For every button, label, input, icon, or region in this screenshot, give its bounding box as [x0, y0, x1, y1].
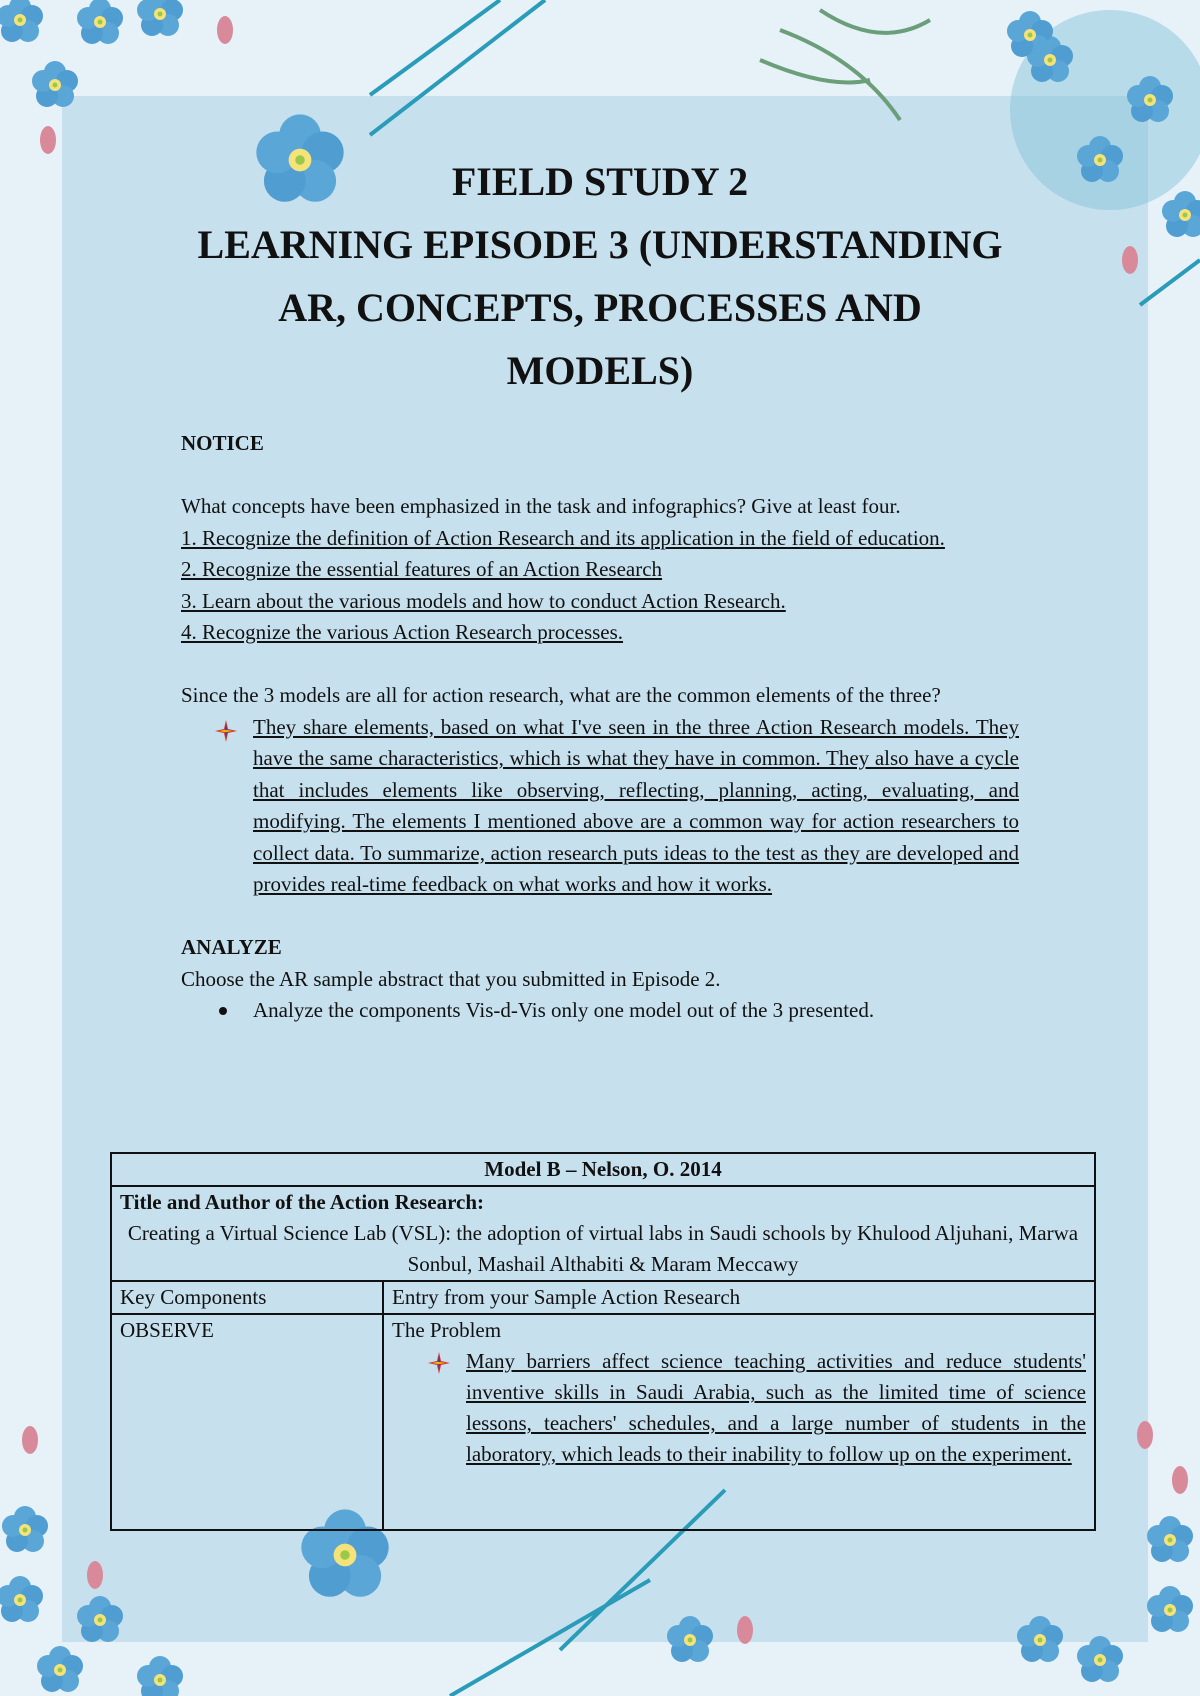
table-header: Model B – Nelson, O. 2014	[111, 1153, 1095, 1186]
bullet-dot-icon	[219, 1007, 227, 1015]
analyze-bullet-text: Analyze the components Vis-d-Vis only one model out of the 3 presented.	[253, 998, 875, 1022]
flower-icon	[137, 1656, 183, 1696]
flower-icon	[77, 0, 123, 44]
question-common-elements: Since the 3 models are all for action research, what are the common elements of the three?	[181, 683, 941, 707]
answer-item: 4. Recognize the various Action Research processes.	[181, 620, 624, 644]
page-title	[150, 150, 1050, 402]
question-concepts: What concepts have been emphasized in the task and infographics? Give at least four.	[181, 494, 901, 518]
answer-item: 1. Recognize the definition of Action Research and its application in the field of education.	[181, 525, 945, 550]
answer-bullet	[181, 712, 1019, 901]
main-content	[181, 428, 1019, 1027]
accent-line	[1140, 260, 1200, 305]
title-line: AR, CONCEPTS, PROCESSES AND	[278, 285, 922, 330]
entry-text: Many barriers affect science teaching activities and reduce students' inventive skills in Saudi Arabia, such as the limited time of science lessons, teachers' schedules, and a large number of students in the laboratory, which leads to their inability to follow up on the experiment.	[466, 1349, 1086, 1466]
bud-icon	[22, 1426, 38, 1454]
accent-line	[370, 0, 500, 95]
answer-item: 3. Learn about the various models and how to conduct Action Research.	[181, 588, 786, 613]
analyze-bullet	[181, 995, 1019, 1027]
title-author-value: Creating a Virtual Science Lab (VSL): the adoption of virtual labs in Saudi schools by Khulood Aljuhani, Marwa Sonbul, Mashail Althabiti & Maram Meccawy	[127, 1221, 1079, 1276]
entry-cell	[383, 1314, 1095, 1530]
model-table	[110, 1152, 1096, 1531]
title-line: MODELS)	[506, 348, 694, 393]
answer-item: 2. Recognize the essential features of an Action Research	[181, 557, 663, 581]
analyze-instruction: Choose the AR sample abstract that you submitted in Episode 2.	[181, 966, 721, 991]
flower-icon	[1027, 36, 1073, 82]
entry-bullet	[392, 1346, 1086, 1470]
title-author-cell	[111, 1186, 1095, 1281]
flower-icon	[37, 1646, 83, 1692]
notice-heading: NOTICE	[181, 431, 264, 455]
flower-icon	[1162, 191, 1200, 237]
analyze-heading: ANALYZE	[181, 935, 282, 959]
flower-icon	[2, 1506, 48, 1552]
flower-icon	[1007, 11, 1053, 57]
title-line: LEARNING EPISODE 3 (UNDERSTANDING	[197, 222, 1003, 267]
bud-icon	[40, 126, 56, 154]
component-cell: OBSERVE	[111, 1314, 383, 1530]
column-header: Entry from your Sample Action Research	[383, 1281, 1095, 1314]
flower-icon	[1077, 1636, 1123, 1682]
flower-icon	[137, 0, 183, 36]
flower-icon	[1147, 1516, 1193, 1562]
star-bullet-icon	[215, 720, 237, 742]
answer-common-elements: They share elements, based on what I've seen in the three Action Research models. They have the same characteristics, which is what they have in common. They also have a cycle that includes elements like observing, reflecting, planning, acting, evaluating, and modifying. The elements I mentioned above are a common way for action researchers to collect data. To summarize, action research puts ideas to the test as they are developed and provides real-time feedback on what works and how it works.	[253, 714, 1019, 896]
bud-icon	[1172, 1466, 1188, 1494]
flower-icon	[0, 1576, 43, 1622]
entry-label: The Problem	[392, 1318, 502, 1342]
title-line: FIELD STUDY 2	[451, 159, 749, 204]
bud-icon	[217, 16, 233, 44]
star-bullet-icon	[428, 1352, 450, 1374]
column-header: Key Components	[111, 1281, 383, 1314]
flower-icon	[0, 0, 43, 42]
flower-icon	[1147, 1586, 1193, 1632]
title-author-label: Title and Author of the Action Research:	[120, 1190, 485, 1214]
